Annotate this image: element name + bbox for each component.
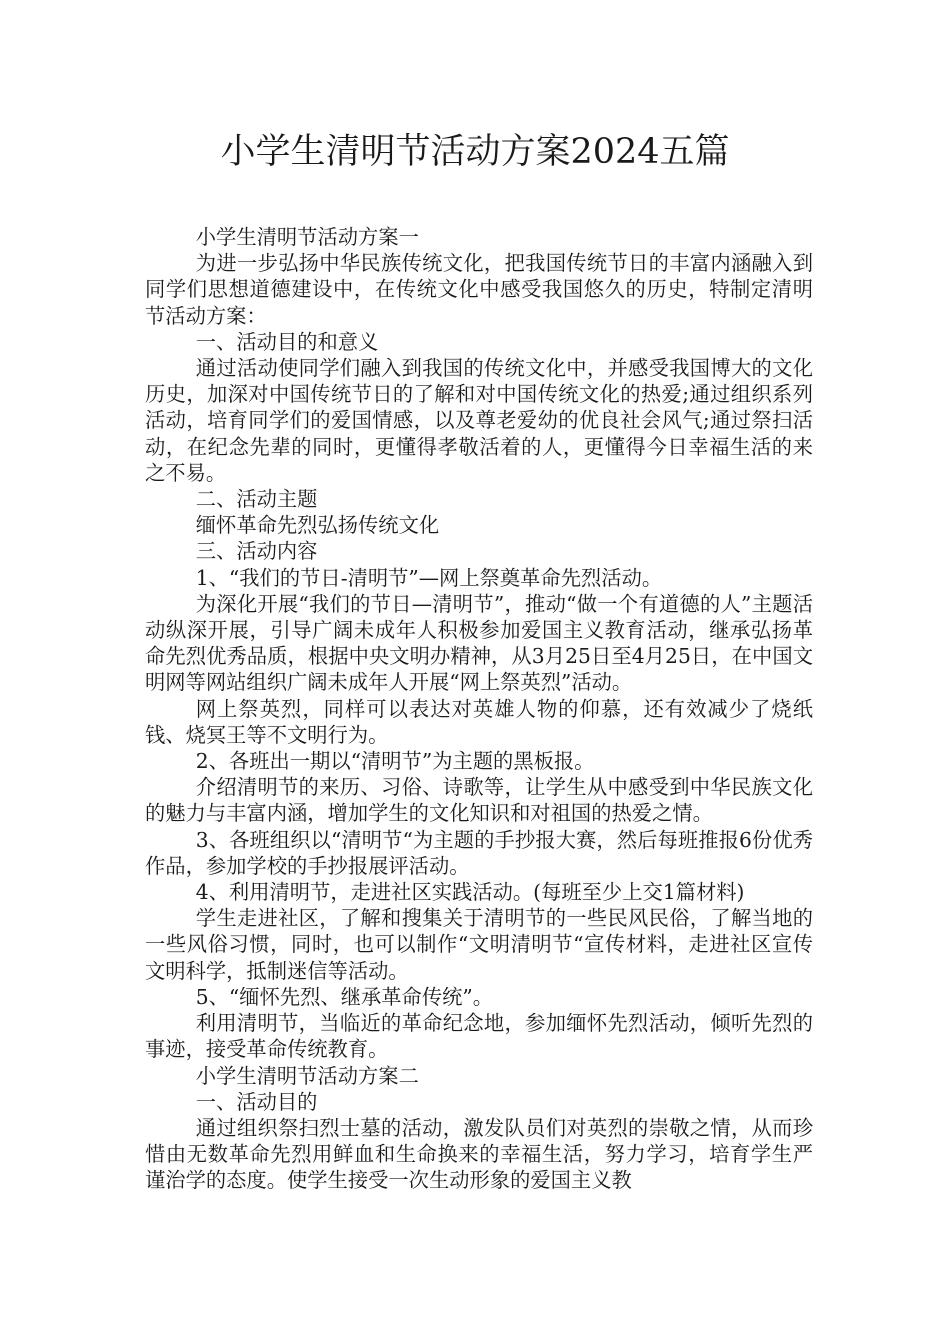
paragraph-8: 1、“我们的节日-清明节”—网上祭奠革命先烈活动。 xyxy=(195,565,663,590)
paragraph-6: 缅怀革命先烈弘扬传统文化 xyxy=(195,513,440,538)
paragraph-19: 一、活动目的 xyxy=(195,1089,318,1114)
paragraph-12: 介绍清明节的来历、习俗、诗歌等，让学生从中感受到中华民族文化的魅力与丰富内涵，增加学生的文化知识和对祖国的热爱之情。 xyxy=(145,775,813,826)
paragraph-20: 通过组织祭扫烈士墓的活动，激发队员们对英烈的崇敬之情，从而珍惜由无数革命先烈用鲜血和生命换来的幸福生活，努力学习，培育学生严谨治学的态度。使学生接受一次生动形象的爱国主义教 xyxy=(145,1115,813,1193)
paragraph-10: 网上祭英烈，同样可以表达对英雄人物的仰慕，还有效减少了烧纸钱、烧冥王等不文明行为。 xyxy=(145,696,813,747)
paragraph-17: 利用清明节，当临近的革命纪念地，参加缅怀先烈活动，倾听先烈的事迹，接受革命传统教育。 xyxy=(145,1011,813,1062)
paragraph-18: 小学生清明节活动方案二 xyxy=(195,1063,419,1088)
paragraph-9: 为深化开展“我们的节日—清明节”，推动“做一个有道德的人”主题活动纵深开展，引导广阔未成年人积极参加爱国主义教育活动，继承弘扬革命先烈优秀品质，根据中央文明办精神，从3月25日至4月25日，在中国文明网等网站组织广阔未成年人开展“网上祭英烈”活动。 xyxy=(145,591,813,695)
paragraph-5: 二、活动主题 xyxy=(195,487,318,512)
paragraph-1: 小学生清明节活动方案一 xyxy=(195,225,419,249)
paragraph-3: 一、活动目的和意义 xyxy=(195,329,379,354)
paragraph-4: 通过活动使同学们融入到我国的传统文化中，并感受我国博大的文化历史，加深对中国传统节日的了解和对中国传统文化的热爱;通过组织系列活动，培育同学们的爱国情感，以及尊老爱幼的优良社会风气;通过祭扫活动，在纪念先辈的同时，更懂得孝敬活着的人，更懂得今日幸福生活的来之不易。 xyxy=(145,356,813,485)
document-body xyxy=(145,224,813,1194)
paragraph-15: 学生走进社区，了解和搜集关于清明节的一些民风民俗，了解当地的一些风俗习惯，同时，也可以制作“文明清明节“宣传材料，走进社区宣传文明科学，抵制迷信等活动。 xyxy=(145,906,813,983)
paragraph-13: 3、各班组织以“清明节“为主题的手抄报大赛，然后每班推报6份优秀作品，参加学校的手抄报展评活动。 xyxy=(145,827,813,878)
document-title: 小学生清明节活动方案2024五篇 xyxy=(220,132,730,172)
paragraph-16: 5、“缅怀先烈、继承革命传统”。 xyxy=(195,984,494,1009)
paragraph-11: 2、各班出一期以“清明节”为主题的黑板报。 xyxy=(195,749,595,774)
paragraph-7: 三、活动内容 xyxy=(195,539,318,564)
paragraph-2: 为进一步弘扬中华民族传统文化，把我国传统节日的丰富内涵融入到同学们思想道德建设中，在传统文化中感受我国悠久的历史，特制定清明节活动方案： xyxy=(145,251,813,328)
paragraph-14: 4、利用清明节，走进社区实践活动。(每班至少上交1篇材料) xyxy=(195,880,745,905)
